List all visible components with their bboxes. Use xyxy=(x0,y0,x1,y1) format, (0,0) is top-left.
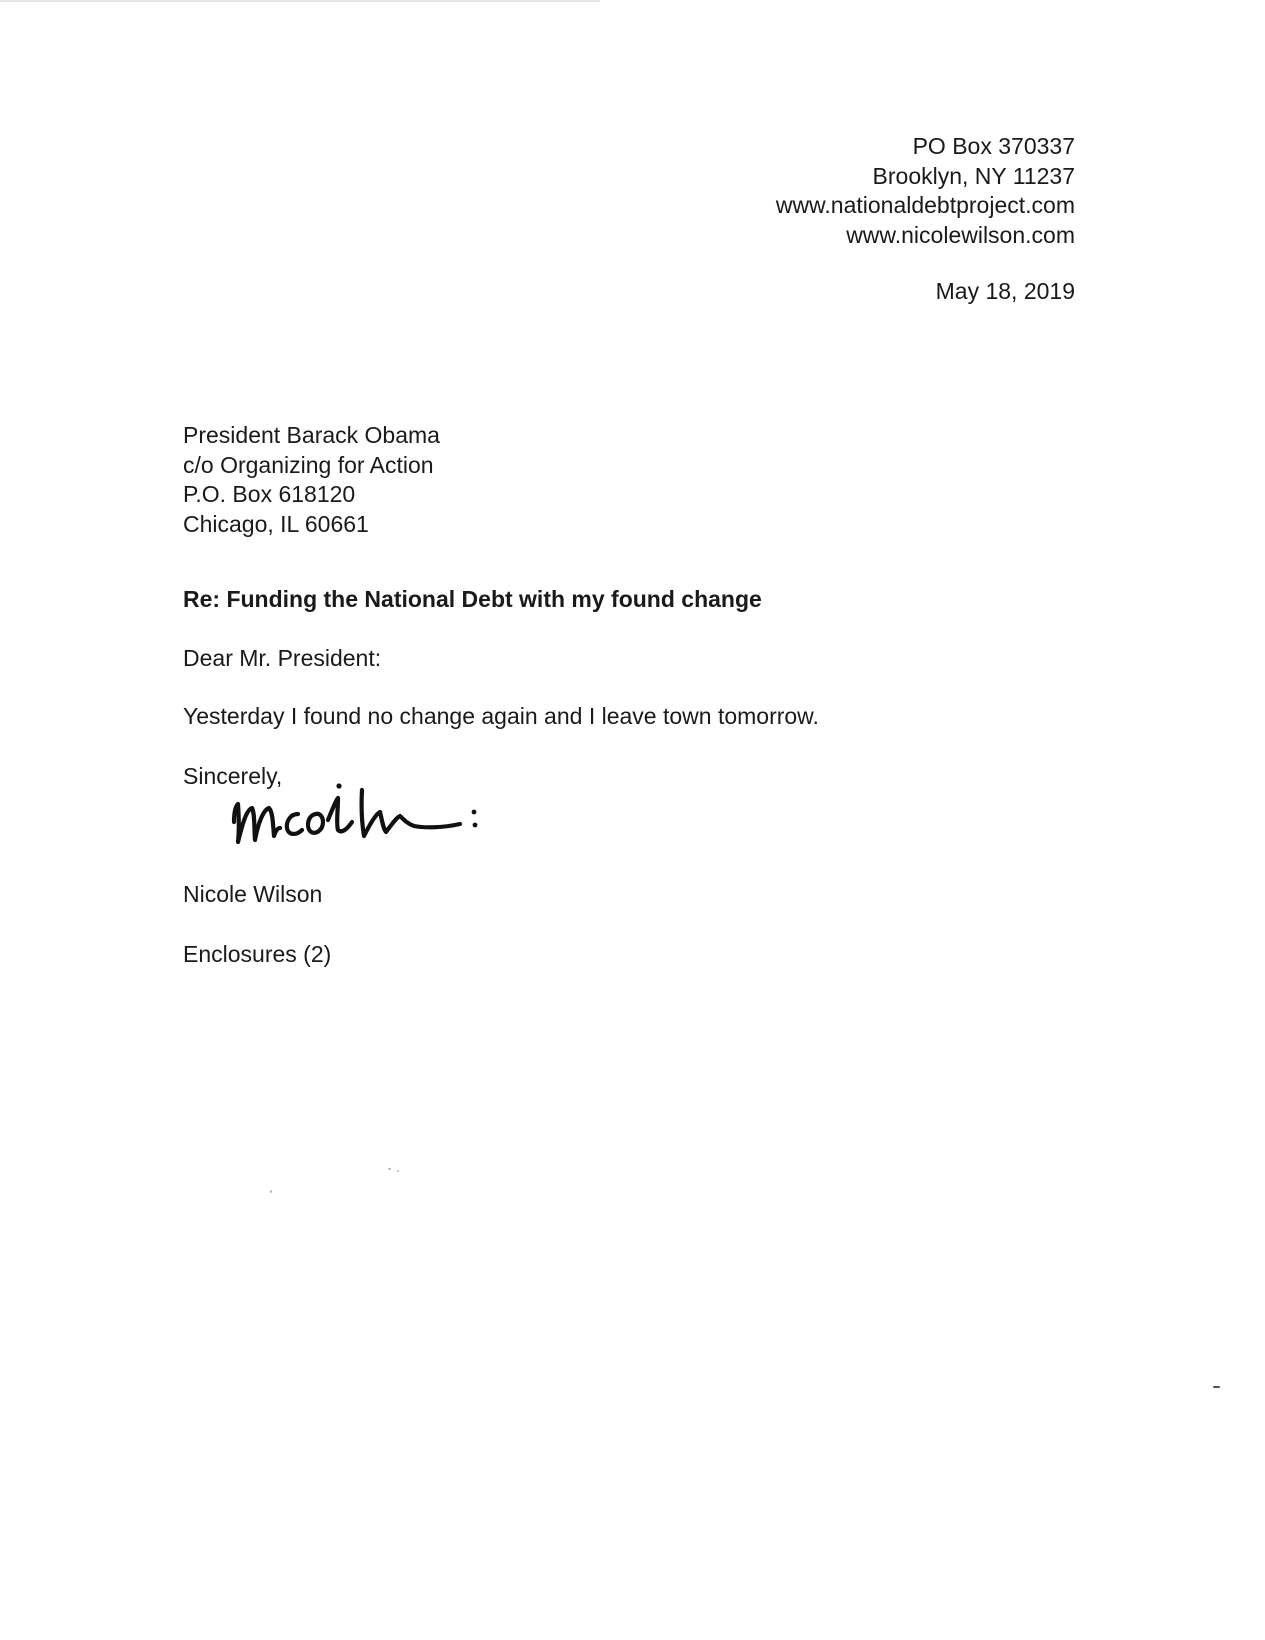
letter-body: Yesterday I found no change again and I leave town tomorrow. xyxy=(183,703,819,729)
signature-dot-1 xyxy=(336,783,341,788)
sender-address-block xyxy=(776,132,1075,250)
scan-speck-1 xyxy=(388,1168,391,1170)
signature-dot-2 xyxy=(472,810,477,815)
sender-address-line-2: Brooklyn, NY 11237 xyxy=(872,162,1075,189)
signature-dot-3 xyxy=(473,823,478,828)
scan-speck-2 xyxy=(397,1170,399,1172)
letter-date: May 18, 2019 xyxy=(935,278,1075,304)
scan-speck-4 xyxy=(1213,1386,1220,1388)
closing: Sincerely, xyxy=(183,763,283,789)
salutation: Dear Mr. President: xyxy=(183,645,382,671)
recipient-name: President Barack Obama xyxy=(183,422,440,448)
signature-stroke-c xyxy=(287,814,302,834)
sender-website-1: www.nationaldebtproject.com xyxy=(775,192,1075,218)
signer-name: Nicole Wilson xyxy=(183,881,323,907)
sender-address-line-1: PO Box 370337 xyxy=(912,133,1075,159)
recipient-care-of: c/o Organizing for Action xyxy=(183,451,434,478)
signature-stroke-m xyxy=(234,804,280,842)
subject-line: Re: Funding the National Debt with my found change xyxy=(183,586,762,612)
scan-speck-3 xyxy=(270,1190,272,1193)
signature-stroke-l xyxy=(328,798,352,831)
sender-website-2: www.nicolewilson.com xyxy=(846,221,1075,248)
handwritten-signature-icon xyxy=(228,770,498,865)
signature-stroke-o xyxy=(308,814,323,833)
scan-edge-shadow xyxy=(0,0,600,2)
recipient-address-block xyxy=(183,421,440,539)
signature-stroke-w xyxy=(362,790,460,836)
recipient-po-box: P.O. Box 618120 xyxy=(183,481,356,507)
enclosures-note: Enclosures (2) xyxy=(183,941,332,967)
recipient-city-state-zip: Chicago, IL 60661 xyxy=(183,510,369,537)
